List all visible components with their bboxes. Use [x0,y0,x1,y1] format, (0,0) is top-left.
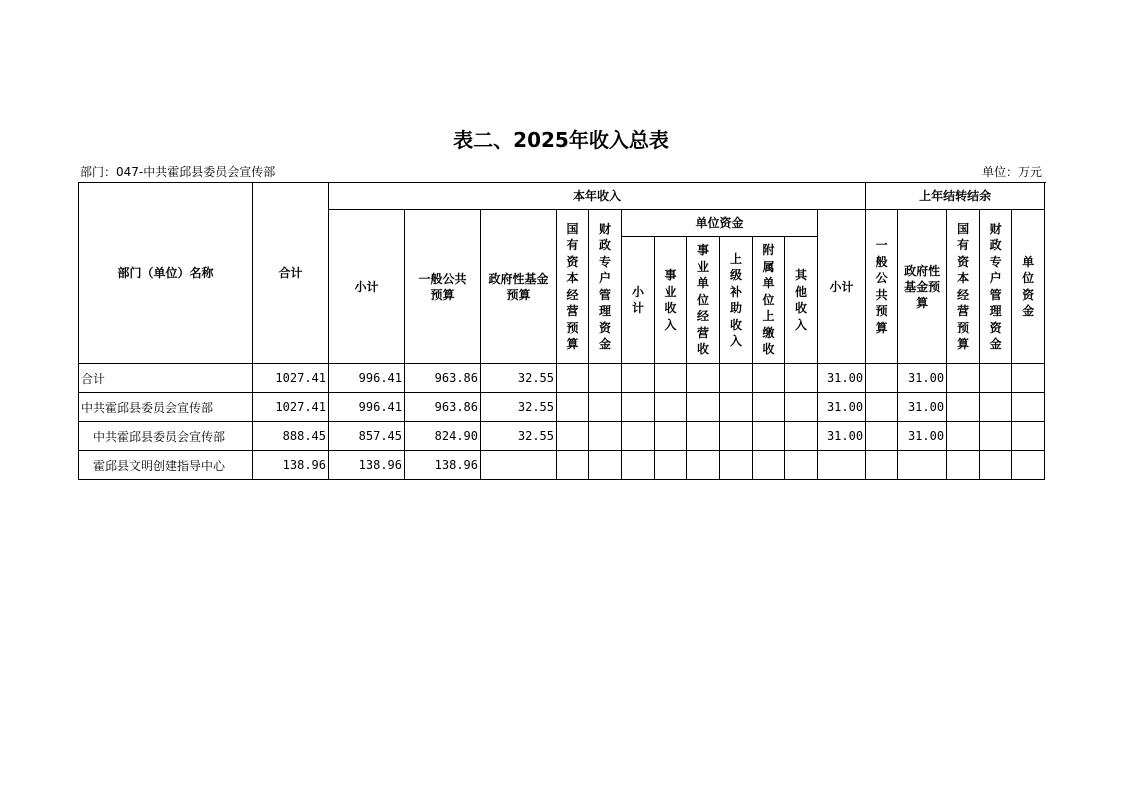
row-cell [753,393,785,422]
row-cell [753,451,785,480]
row-cell [655,393,687,422]
row-name: 中共霍邱县委员会宣传部 [79,422,253,451]
row-cell [687,393,720,422]
row-cell [720,451,753,480]
header-py-state-capital: 国有资本经营预算 [947,210,980,364]
row-cell: 32.55 [481,422,557,451]
header-gov-fund: 政府性基金预算 [481,210,557,364]
row-cell [1012,393,1045,422]
row-name: 霍邱县文明创建指导中心 [79,451,253,480]
row-cell [785,451,818,480]
header-unit-funds: 单位资金 [622,210,818,237]
row-name: 合计 [79,364,253,393]
row-cell [980,422,1012,451]
header-other-income: 其他收入 [785,237,818,364]
header-prior-year: 上年结转结余 [866,183,1045,210]
row-cell [589,393,622,422]
table-row [79,422,1045,451]
row-cell [947,364,980,393]
row-cell [589,451,622,480]
row-cell [655,364,687,393]
row-cell [622,422,655,451]
row-cell [557,393,589,422]
header-py-fiscal-special: 财政专户管理资金 [980,210,1012,364]
header-name: 部门（单位）名称 [79,183,253,364]
row-cell [866,393,898,422]
row-cell [947,422,980,451]
header-superior-subsidy: 上级补助收入 [720,237,753,364]
row-cell [557,422,589,451]
row-cell [687,422,720,451]
header-state-capital: 国有资本经营预算 [557,210,589,364]
row-cell [655,422,687,451]
row-cell [589,364,622,393]
row-cell [753,364,785,393]
row-name: 中共霍邱县委员会宣传部 [79,393,253,422]
header-unit-subtotal: 小计 [622,237,655,364]
row-cell: 824.90 [405,422,481,451]
row-cell [655,451,687,480]
row-cell [557,451,589,480]
row-cell [753,422,785,451]
header-general-budget: 一般公共预算 [405,210,481,364]
row-cell [1012,451,1045,480]
header-affiliated-income: 附属单位上缴收 [753,237,785,364]
header-current-year: 本年收入 [329,183,866,210]
header-fiscal-special: 财政专户管理资金 [589,210,622,364]
header-py-subtotal: 小计 [818,210,866,364]
row-cell [1012,364,1045,393]
row-cell: 138.96 [329,451,405,480]
row-cell: 996.41 [329,393,405,422]
row-cell: 963.86 [405,393,481,422]
row-cell: 857.45 [329,422,405,451]
unit-label: 单位：万元 [981,165,1042,179]
row-cell [687,451,720,480]
header-py-unit-funds: 单位资金 [1012,210,1045,364]
table-row [79,364,1045,393]
row-cell [720,422,753,451]
row-cell [818,451,866,480]
row-cell [947,393,980,422]
row-cell [898,451,947,480]
row-cell [1012,422,1045,451]
row-cell: 138.96 [253,451,329,480]
row-cell: 1027.41 [253,393,329,422]
row-cell [785,422,818,451]
row-cell [980,393,1012,422]
row-cell: 996.41 [329,364,405,393]
row-cell: 1027.41 [253,364,329,393]
header-subtotal: 小计 [329,210,405,364]
row-cell [866,364,898,393]
row-cell [557,364,589,393]
row-cell [866,422,898,451]
row-cell [481,451,557,480]
row-cell [687,364,720,393]
row-cell: 963.86 [405,364,481,393]
row-cell: 138.96 [405,451,481,480]
row-cell [947,451,980,480]
row-cell: 31.00 [898,393,947,422]
row-cell: 31.00 [818,364,866,393]
row-cell [622,364,655,393]
row-cell: 31.00 [898,422,947,451]
row-cell [622,451,655,480]
header-operating-income: 事业单位经营收 [687,237,720,364]
row-cell [980,364,1012,393]
header-total: 合计 [253,183,329,364]
row-cell: 32.55 [481,364,557,393]
row-cell [980,451,1012,480]
row-cell: 32.55 [481,393,557,422]
income-summary-table [78,182,1045,480]
header-py-gov-fund: 政府性基金预算 [898,210,947,364]
row-cell [589,422,622,451]
page-title: 表二、2025年收入总表 [453,128,669,152]
table-row [79,451,1045,480]
row-cell [785,393,818,422]
row-cell [720,393,753,422]
table-row [79,393,1045,422]
header-business-income: 事业收入 [655,237,687,364]
row-cell [785,364,818,393]
header-py-general: 一般公共预算 [866,210,898,364]
row-cell: 31.00 [818,393,866,422]
row-cell [720,364,753,393]
row-cell: 888.45 [253,422,329,451]
row-cell: 31.00 [898,364,947,393]
row-cell [622,393,655,422]
row-cell: 31.00 [818,422,866,451]
department-label: 部门：047-中共霍邱县委员会宣传部 [80,165,276,179]
row-cell [866,451,898,480]
